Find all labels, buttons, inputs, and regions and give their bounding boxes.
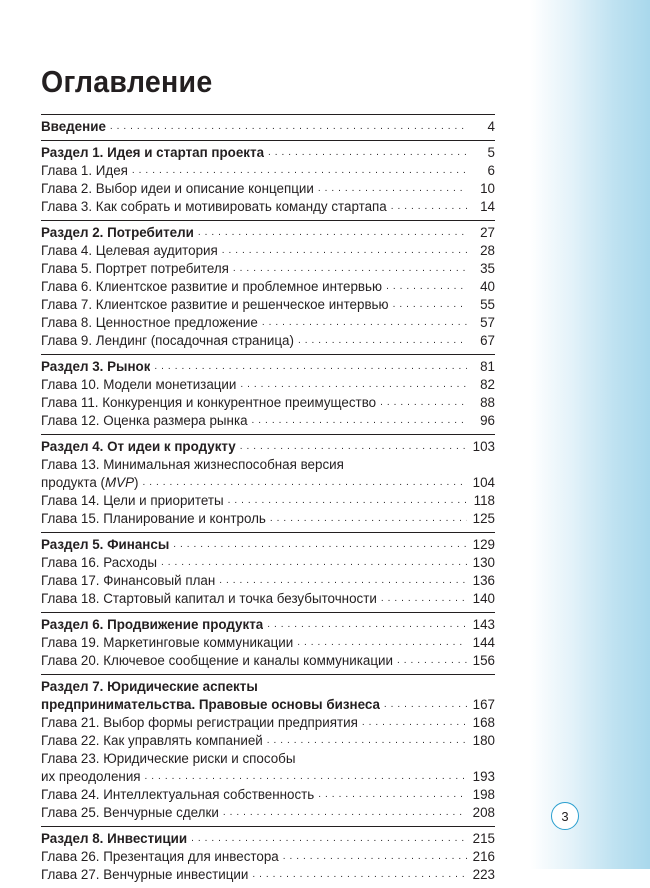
toc-entry-page-number: 180 (472, 733, 495, 748)
toc-entry-page-number: 103 (472, 439, 495, 454)
toc-chapter-entry[interactable] (41, 554, 495, 572)
dot-leader (393, 296, 467, 314)
toc-section (41, 613, 495, 674)
toc-chapter-entry[interactable] (41, 768, 495, 786)
toc-chapter-entry[interactable] (41, 590, 495, 608)
toc-entry-label: Глава 10. Модели монетизации (41, 377, 237, 392)
toc-entry-page-number: 57 (480, 315, 495, 330)
dot-leader (142, 474, 467, 492)
toc-chapter-entry[interactable] (41, 260, 495, 278)
toc-chapter-entry[interactable] (41, 732, 495, 750)
toc-chapter-entry[interactable] (41, 242, 495, 260)
toc-entry-label: Глава 27. Венчурные инвестиции (41, 867, 249, 882)
dot-leader (154, 358, 467, 376)
toc-section-heading[interactable] (41, 678, 495, 696)
toc-entry-page-number: 40 (480, 279, 495, 294)
toc-entry-label: Глава 20. Ключевое сообщение и каналы коммуникации (41, 653, 393, 668)
toc-chapter-entry[interactable] (41, 652, 495, 670)
toc-entry-page-number: 88 (480, 395, 495, 410)
toc-entry-label: Глава 14. Цели и приоритеты (41, 493, 224, 508)
toc-section-heading[interactable] (41, 224, 495, 242)
toc-section (41, 141, 495, 220)
toc-entry-page-number: 130 (472, 555, 495, 570)
dot-leader (397, 652, 467, 670)
dot-leader (110, 118, 467, 136)
dot-leader (191, 830, 467, 848)
toc-entry-label: Глава 6. Клиентское развитие и проблемное интервью (41, 279, 383, 294)
dot-leader (262, 314, 467, 332)
toc-chapter-entry[interactable] (41, 786, 495, 804)
toc-entry-page-number: 198 (472, 787, 495, 802)
dot-leader (298, 332, 467, 350)
toc-chapter-entry[interactable] (41, 634, 495, 652)
toc-section (41, 221, 495, 354)
dot-leader (233, 260, 467, 278)
toc-entry-label: Раздел 3. Рынок (41, 359, 151, 374)
toc-section-heading[interactable] (41, 144, 495, 162)
dot-leader (268, 144, 467, 162)
dot-leader (223, 804, 467, 822)
toc-section (41, 827, 495, 888)
toc-entry-page-number: 168 (472, 715, 495, 730)
toc-chapter-entry[interactable] (41, 492, 495, 510)
toc-entry-page-number: 143 (472, 617, 495, 632)
toc-entry-page-number: 82 (480, 377, 495, 392)
toc-entry-label: Глава 18. Стартовый капитал и точка безубыточности (41, 591, 377, 606)
toc-section (41, 533, 495, 612)
dot-leader (252, 412, 467, 430)
toc-entry-page-number: 215 (472, 831, 495, 846)
toc-chapter-entry[interactable] (41, 804, 495, 822)
toc-chapter-entry[interactable] (41, 376, 495, 394)
dot-leader (198, 224, 467, 242)
toc-entry-page-number: 104 (472, 475, 495, 490)
toc-entry-label: Раздел 5. Финансы (41, 537, 170, 552)
toc-entry-label: Раздел 7. Юридические аспекты (41, 679, 258, 694)
toc-entry-page-number: 5 (487, 145, 495, 160)
toc-section-heading[interactable] (41, 696, 495, 714)
dot-leader (240, 438, 467, 456)
dot-leader (381, 590, 467, 608)
toc-entry-page-number: 118 (473, 493, 495, 508)
toc-entry-label: Глава 11. Конкуренция и конкурентное преимущество (41, 395, 377, 410)
toc-chapter-entry[interactable] (41, 296, 495, 314)
dot-leader (270, 510, 467, 528)
toc-chapter-entry[interactable] (41, 510, 495, 528)
toc-entry-page-number: 208 (472, 805, 495, 820)
dot-leader (222, 242, 467, 260)
toc-chapter-entry[interactable] (41, 572, 495, 590)
toc-entry-label: Раздел 1. Идея и стартап проекта (41, 145, 265, 160)
dot-leader (362, 714, 467, 732)
toc-section (41, 355, 495, 434)
toc-entry-label: Раздел 8. Инвестиции (41, 831, 188, 846)
toc-section (41, 675, 495, 826)
toc-chapter-entry[interactable] (41, 412, 495, 430)
toc-entry-page-number: 28 (480, 243, 495, 258)
toc-chapter-entry[interactable] (41, 394, 495, 412)
toc-entry-label: Глава 7. Клиентское развитие и решенческое интервью (41, 297, 389, 312)
toc-chapter-entry[interactable] (41, 714, 495, 732)
toc-entry-label: Глава 24. Интеллектуальная собственность (41, 787, 315, 802)
toc-entry-label: Глава 12. Оценка размера рынка (41, 413, 248, 428)
toc-entry-label: Глава 26. Презентация для инвестора (41, 849, 279, 864)
dot-leader (240, 376, 467, 394)
toc-entry-page-number: 136 (472, 573, 495, 588)
toc-entry-page-number: 4 (487, 119, 495, 134)
dot-leader (283, 848, 467, 866)
toc-entry-label: продукта (MVP) (41, 475, 139, 490)
page-number-badge: 3 (551, 802, 579, 830)
toc-entry-page-number: 144 (472, 635, 495, 650)
toc-chapter-entry[interactable] (41, 848, 495, 866)
toc-entry-label: Глава 13. Минимальная жизнеспособная версия (41, 457, 344, 472)
dot-leader (318, 786, 467, 804)
dot-leader (145, 768, 467, 786)
toc-section-heading[interactable] (41, 358, 495, 376)
dot-leader (267, 616, 467, 634)
toc-chapter-entry[interactable] (41, 198, 495, 216)
toc-entry-page-number: 129 (472, 537, 495, 552)
dot-leader (384, 696, 467, 714)
toc-entry-label: Глава 17. Финансовый план (41, 573, 216, 588)
dot-leader (219, 572, 467, 590)
toc-entry-label: Глава 15. Планирование и контроль (41, 511, 266, 526)
toc-section-heading[interactable] (41, 118, 495, 136)
toc-entry-page-number: 156 (472, 653, 495, 668)
dot-leader (318, 180, 467, 198)
decorative-side-band (530, 0, 650, 869)
toc-chapter-entry[interactable] (41, 456, 495, 474)
toc-entry-label: Глава 23. Юридические риски и способы (41, 751, 296, 766)
toc-entry-label: Глава 9. Лендинг (посадочная страница) (41, 333, 294, 348)
toc-chapter-entry[interactable] (41, 332, 495, 350)
dot-leader (380, 394, 467, 412)
toc-entry-page-number: 223 (472, 867, 495, 882)
toc-section-heading[interactable] (41, 830, 495, 848)
toc-section (41, 115, 495, 140)
toc-entry-label: Глава 3. Как собрать и мотивировать команду стартапа (41, 199, 387, 214)
toc-entry-page-number: 167 (472, 697, 495, 712)
toc-entry-label: Глава 4. Целевая аудитория (41, 243, 218, 258)
table-of-contents (41, 114, 495, 888)
dot-leader (297, 634, 467, 652)
toc-entry-page-number: 96 (480, 413, 495, 428)
dot-leader (267, 732, 467, 750)
dot-leader (173, 536, 467, 554)
toc-entry-label: Глава 1. Идея (41, 163, 128, 178)
toc-entry-page-number: 81 (480, 359, 495, 374)
page-title: Оглавление (41, 64, 213, 99)
toc-entry-page-number: 216 (472, 849, 495, 864)
toc-entry-label: Глава 21. Выбор формы регистрации предприятия (41, 715, 358, 730)
toc-entry-label: Раздел 4. От идеи к продукту (41, 439, 236, 454)
toc-entry-page-number: 10 (480, 181, 495, 196)
dot-leader (132, 162, 467, 180)
toc-section-heading[interactable] (41, 616, 495, 634)
toc-section-heading[interactable] (41, 438, 495, 456)
toc-entry-label: Глава 2. Выбор идеи и описание концепции (41, 181, 314, 196)
toc-entry-label: Раздел 2. Потребители (41, 225, 194, 240)
dot-leader (386, 278, 467, 296)
toc-chapter-entry[interactable] (41, 314, 495, 332)
toc-chapter-entry[interactable] (41, 474, 495, 492)
toc-entry-page-number: 35 (480, 261, 495, 276)
toc-chapter-entry[interactable] (41, 750, 495, 768)
toc-chapter-entry[interactable] (41, 162, 495, 180)
toc-entry-label: Глава 22. Как управлять компанией (41, 733, 263, 748)
toc-entry-label: их преодоления (41, 769, 141, 784)
toc-entry-page-number: 140 (472, 591, 495, 606)
toc-entry-page-number: 27 (480, 225, 495, 240)
toc-entry-label: Введение (41, 119, 106, 134)
toc-entry-label: Глава 5. Портрет потребителя (41, 261, 229, 276)
toc-chapter-entry[interactable] (41, 180, 495, 198)
toc-chapter-entry[interactable] (41, 278, 495, 296)
toc-entry-page-number: 6 (487, 163, 495, 178)
toc-section-heading[interactable] (41, 536, 495, 554)
dot-leader (161, 554, 467, 572)
toc-entry-label: Глава 16. Расходы (41, 555, 157, 570)
toc-entry-label: Глава 8. Ценностное предложение (41, 315, 258, 330)
toc-entry-label: Раздел 6. Продвижение продукта (41, 617, 264, 632)
dot-leader (228, 492, 467, 510)
toc-entry-label: предпринимательства. Правовые основы бизнеса (41, 697, 380, 712)
dot-leader (391, 198, 467, 216)
toc-entry-label: Глава 19. Маркетинговые коммуникации (41, 635, 294, 650)
toc-entry-label: Глава 25. Венчурные сделки (41, 805, 219, 820)
toc-entry-page-number: 67 (480, 333, 495, 348)
toc-entry-page-number: 55 (480, 297, 495, 312)
toc-entry-page-number: 125 (472, 511, 495, 526)
toc-entry-page-number: 14 (480, 199, 495, 214)
toc-section (41, 435, 495, 532)
toc-entry-page-number: 193 (472, 769, 495, 784)
